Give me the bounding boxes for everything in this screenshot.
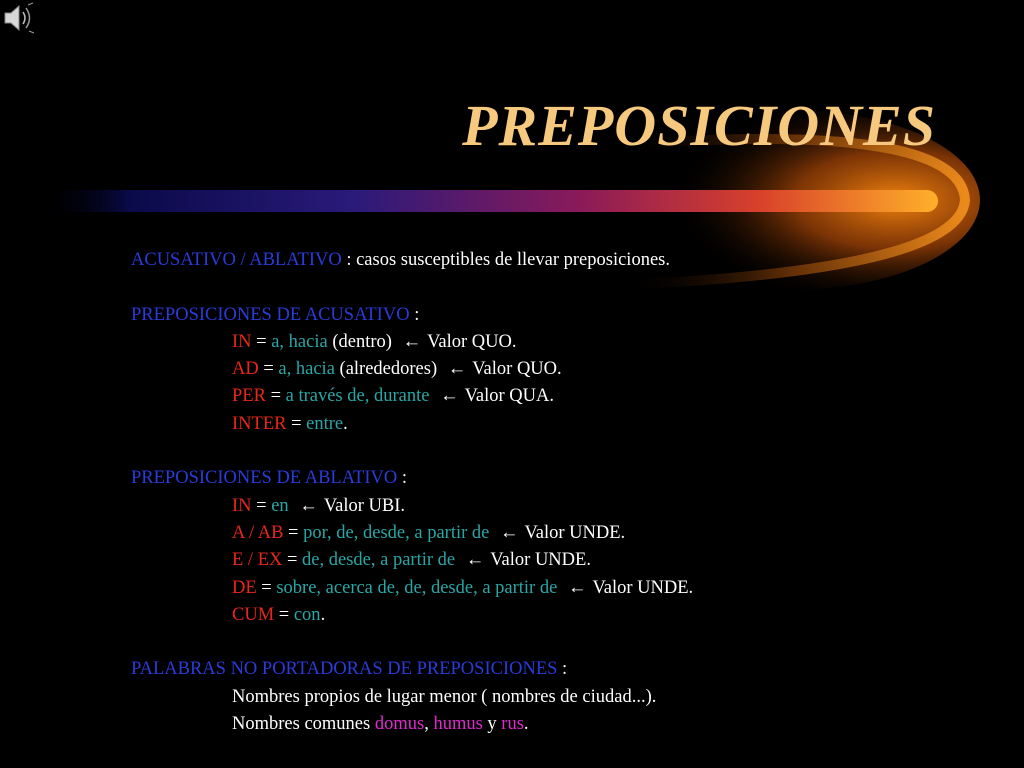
prep-equals: = [256,577,277,598]
highlight-word: rus [501,714,524,735]
prep-extra: . [320,604,326,625]
accusative-heading-line [131,302,1001,329]
left-arrow-icon: ← [402,331,422,352]
left-arrow-icon: ← [499,522,519,543]
intro-heading: ACUSATIVO / ABLATIVO [131,250,342,270]
ablative-item [131,602,1001,629]
prep-term: IN [232,495,252,516]
prep-value: Valor UNDE. [524,522,626,543]
ablative-item [131,520,1001,547]
prep-equals: = [282,550,303,571]
prep-term: A / AB [232,522,284,543]
separator: y [482,714,502,735]
prep-value: Valor UNDE. [592,577,694,598]
prep-meaning: a, hacia [278,359,335,380]
prep-equals: = [274,604,294,625]
prep-term: INTER [232,413,287,434]
non-carriers-line [131,711,1001,738]
prep-meaning: con [293,604,321,625]
prep-meaning: de, desde, a partir de [302,550,456,571]
highlight-word: humus [433,714,483,735]
ablative-heading-line [131,465,1001,492]
line-end: . [523,714,529,735]
prep-extra: . [343,413,348,434]
slide-body [131,247,1001,738]
prep-value: Valor QUO. [472,359,562,380]
ablative-colon: : [397,468,407,489]
separator: , [424,714,434,735]
ablative-item [131,547,1001,574]
prep-equals: = [251,495,272,516]
accusative-item [131,383,1001,410]
left-arrow-icon: ← [567,577,587,598]
non-carriers-heading-line [131,656,1001,683]
prep-meaning: a través de, durante [285,386,430,407]
speaker-icon[interactable] [2,2,36,34]
prep-equals: = [286,413,307,434]
non-carriers-prefix: Nombres comunes [232,714,375,735]
prep-meaning: por, de, desde, a partir de [303,522,490,543]
prep-extra: (alrededores) [334,359,442,380]
accusative-colon: : [409,304,420,325]
prep-meaning: a, hacia [271,331,328,352]
prep-meaning: sobre, acerca de, de, desde, a partir de [276,577,558,598]
accusative-heading: PREPOSICIONES DE ACUSATIVO [131,304,410,325]
prep-term: IN [232,331,252,352]
prep-extra: (dentro) [327,331,397,352]
prep-equals: = [258,359,279,380]
non-carriers-heading: PALABRAS NO PORTADORAS DE PREPOSICIONES [131,659,558,680]
prep-value: Valor QUA. [464,386,554,407]
non-carriers-colon: : [557,659,568,680]
prep-equals: = [283,522,304,543]
prep-term: CUM [232,604,275,625]
ablative-item [131,493,1001,520]
prep-meaning: entre [306,413,344,434]
left-arrow-icon: ← [299,495,318,516]
prep-value: Valor QUO. [427,331,517,352]
prep-term: DE [232,577,257,598]
left-arrow-icon: ← [440,386,459,407]
ablative-heading: PREPOSICIONES DE ABLATIVO [131,468,398,489]
prep-term: E / EX [232,550,283,571]
left-arrow-icon: ← [447,359,467,380]
prep-term: AD [232,359,259,380]
accusative-item [131,411,1001,438]
ablative-item [131,575,1001,602]
left-arrow-icon: ← [465,550,485,571]
accusative-item [131,356,1001,383]
accusative-item [131,329,1001,356]
slide-title: PREPOSICIONES [462,93,936,158]
prep-equals: = [251,331,272,352]
highlight-word: domus [374,714,425,735]
prep-value: Valor UNDE. [490,550,591,571]
intro-line [131,247,1001,274]
non-carriers-line: Nombres propios de lugar menor ( nombres de ciudad...). [232,686,657,707]
prep-meaning: en [271,495,289,516]
prep-value: Valor UBI. [323,495,405,516]
prep-term: PER [232,386,266,407]
prep-equals: = [265,386,286,407]
intro-text: : casos susceptibles de llevar preposiciones. [341,250,670,270]
